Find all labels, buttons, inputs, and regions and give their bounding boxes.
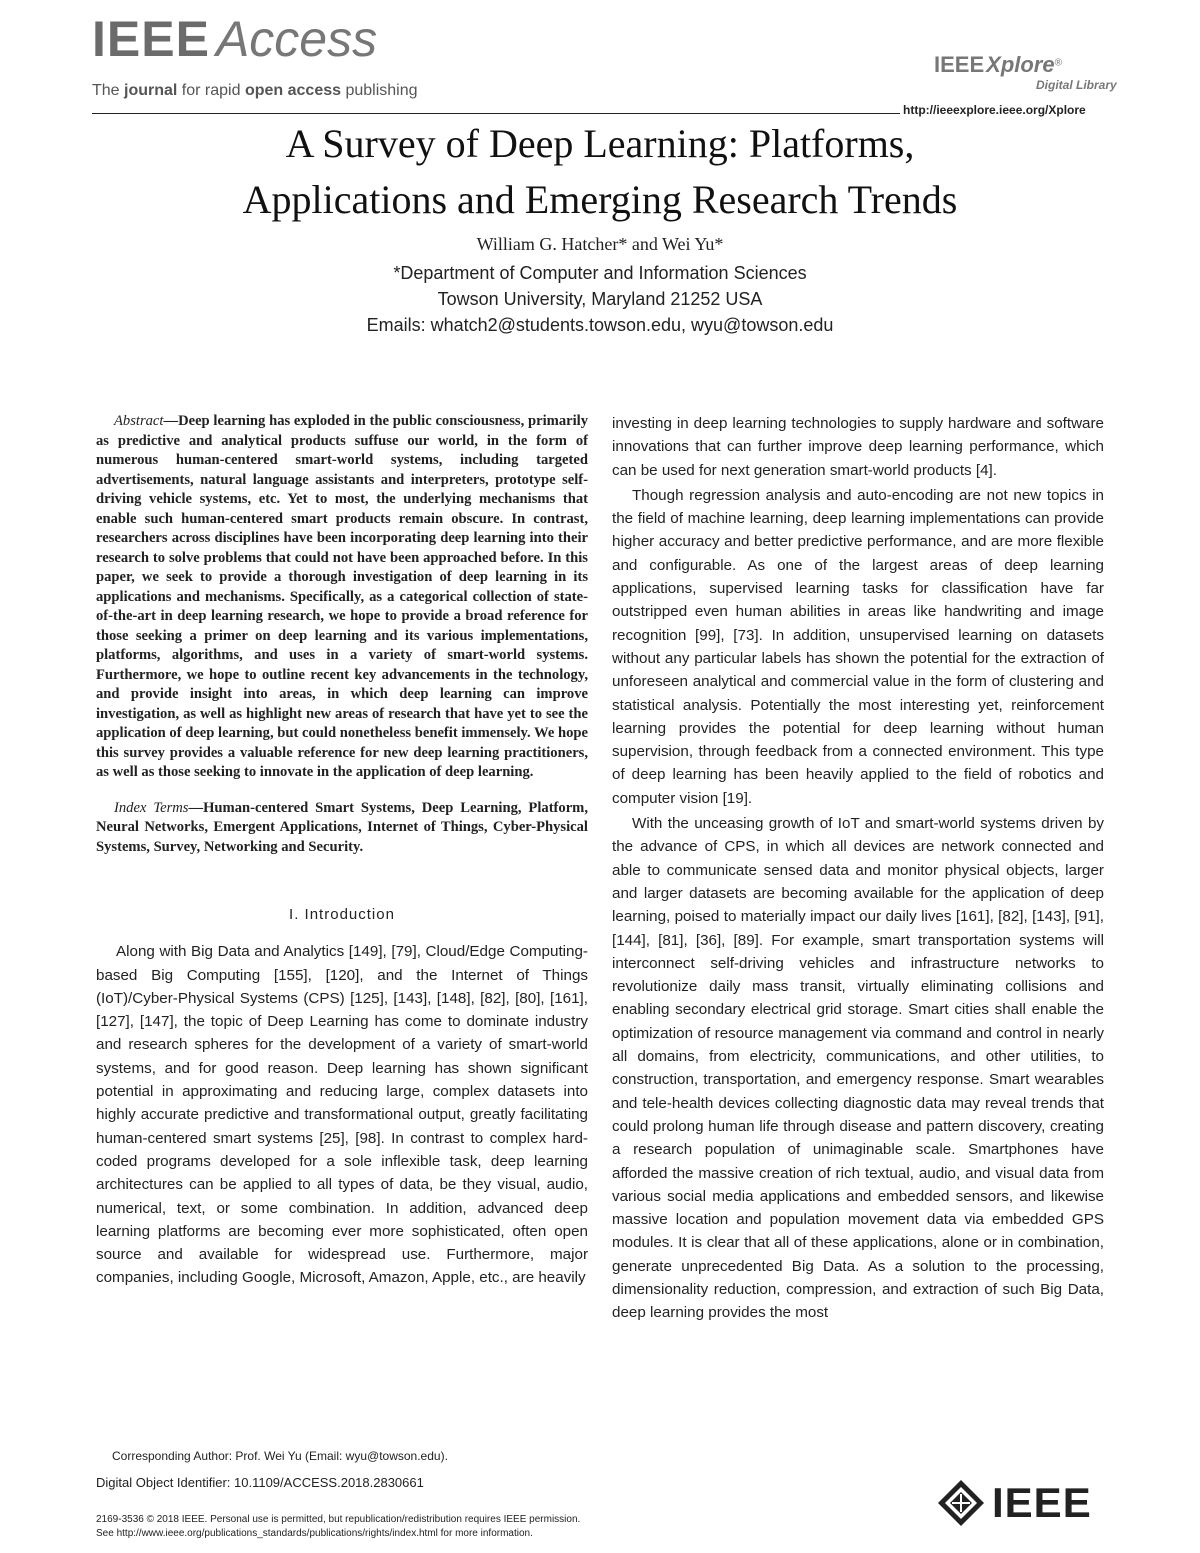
affiliation-emails: Emails: whatch2@students.towson.edu, wyu@towson.edu [366,315,834,335]
ieee-diamond-icon [936,1478,986,1528]
tagline-part: The [92,82,125,99]
copyright-line: 2169-3536 © 2018 IEEE. Personal use is permitted, but republication/redistribution requires IEEE permission. [96,1514,581,1525]
paper-title-line: Applications and Emerging Research Trends [242,177,958,222]
body-paragraph: Though regression analysis and auto-encoding are not new topics in the field of machine learning, deep learning implementations can provide higher accuracy and better predictive performance, and are more flexible and configurable. As one of the largest areas of deep learning applications, supervised learning tasks for classification have far outstripped even human abilities in areas like handwriting and image recognition [99], [73]. In addition, unsupervised learning on datasets without any particular labels has shown the potential for the extraction of unforeseen analytical and commercial value in the form of clustering and statistical analysis. Potentially the most interesting yet, reinforcement learning provides the potential for deep learning without human supervision, through feedback from a connected environment. This type of deep learning has been heavily applied to the field of robotics and computer vision [19]. [612,486,1104,807]
tagline-part: for rapid [177,82,245,99]
section-heading: I. Introduction [289,906,395,923]
abstract-label: Abstract [114,413,164,429]
abstract [96,412,588,783]
intro-paragraph: Along with Big Data and Analytics [149], [79], Cloud/Edge Computing-based Big Computing [155], [120], and the Internet of Things (IoT)/Cyber-Physical Systems (CPS) [125], [143], [148], [82], [80], [161], [127], [147], the topic of Deep Learning has come to dominate industry and research spheres for the development of a variety of smart-world systems, and for good reason. Deep learning has shown significant potential in approximating and reducing large, complex datasets into highly accurate predictive and transformational output, greatly facilitating human-centered smart systems [25], [98]. In contrast to complex hard-coded programs developed for a sole inflexible task, deep learning architectures can be applied to all types of data, be they visual, audio, numerical, text, or some combination. In addition, advanced deep learning platforms are becoming ever more sophisticated, often open source and available for widespread use. Furthermore, major companies, including Google, Microsoft, Amazon, Apple, etc., are heavily [96,943,588,1287]
xplore-logo-ieee: IEEE [934,52,985,77]
ieee-logo [936,1478,1092,1528]
intro-paragraph-continued: investing in deep learning technologies to supply hardware and software innovations that can further improve deep learning performance, which can be used for next generation smart-world products [4]. [612,415,1104,479]
header-rule [92,113,900,114]
xplore-registered-mark: ® [1054,57,1062,69]
paper-authors: William G. Hatcher* and Wei Yu* [476,234,724,254]
abstract-text: —Deep learning has exploded in the public consciousness, primarily as predictive and analytical products suffuse our world, in the form of numerous human-centered smart-world systems, including targeted advertisements, natural language assistants and interpreters, prototype self-driving vehicle systems, etc. Yet to most, the underlying mechanisms that enable such human-centered smart products remain obscure. In contrast, researchers across disciplines have been incorporating deep learning into their research to solve problems that could not have been approached before. In this paper, we seek to provide a thorough investigation of deep learning in its applications and mechanisms. Specifically, as a categorical collection of state-of-the-art in deep learning research, we hope to provide a broad reference for those seeking a primer on deep learning and its various implementations, platforms, algorithms, and uses in a variety of smart-world systems. Furthermore, we hope to outline recent key advancements in the technology, and provide insight into areas, in which deep learning can improve investigation, as well as highlight new areas of research that have yet to see the application of deep learning, but could nonetheless benefit immensely. We hope this survey provides a valuable reference for new deep learning practitioners, as well as those seeking to innovate in the application of deep learning. [96,413,588,780]
body-paragraph: With the unceasing growth of IoT and smart-world systems driven by the advance of CPS, in which all devices are network connected and able to communicate sensed data and monitor physical objects, larger and larger datasets are becoming available for the application of deep learning, poised to materially impact our daily lives [161], [82], [143], [91], [144], [81], [36], [89]. For example, smart transportation systems will interconnect self-driving vehicles and infrastructure networks to revolutionize daily mass transit, virtually eliminating collisions and enabling secondary electrical grid storage. Smart cities shall enable the optimization of resource management via command and control in nearly all domains, from electricity, communications, and other utilities, to construction, transportation, and emergency response. Smart wearables and tele-health devices collecting diagnostic data may reveal trends that could prolong human life through disease and pattern discovery, creating a research population of unimaginable scale. Smartphones have afforded the massive creation of rich textual, audio, and visual data from various social media applications and embedded sensors, and likewise massive location and population movement data via embedded GPS modules. It is clear that all of these applications, alone or in combination, generate unprecedented Big Data. As a solution to the processing, dimensionality reduction, compression, and extraction of such Big Data, deep learning provides the most [612,815,1104,1322]
right-column [612,412,1104,1327]
paper-affiliation [0,260,1200,338]
xplore-logo [934,52,1062,78]
index-terms-label: Index Terms [114,799,189,816]
ieee-logo-text: IEEE [992,1479,1092,1526]
copyright-notice [96,1513,580,1541]
paper-title-line: A Survey of Deep Learning: Platforms, [285,121,915,166]
journal-logo-ieee: IEEE [92,11,210,67]
paper-title [0,116,1200,228]
affiliation-line: Towson University, Maryland 21252 USA [437,289,763,309]
left-column [96,412,588,1290]
tagline-part: publishing [341,82,418,99]
journal-logo-access: Access [215,11,378,67]
corresponding-author: Corresponding Author: Prof. Wei Yu (Email: wyu@towson.edu). [112,1449,448,1463]
journal-tagline [92,82,418,100]
copyright-line: See http://www.ieee.org/publications_standards/publications/rights/index.html for more information. [96,1528,533,1539]
doi: Digital Object Identifier: 10.1109/ACCESS.2018.2830661 [96,1475,424,1490]
journal-logo [92,11,378,67]
xplore-subtitle: Digital Library [1036,78,1117,92]
index-terms [96,799,588,858]
tagline-part: journal [124,82,178,99]
xplore-url-link[interactable]: http://ieeexplore.ieee.org/Xplore [903,103,1086,117]
tagline-part: open access [244,82,342,99]
xplore-logo-xplore: Xplore [986,52,1055,77]
index-terms-text: —Human-centered Smart Systems, Deep Learning, Platform, Neural Networks, Emergent Applications, Internet of Things, Cyber-Physical Systems, Survey, Networking and Security. [96,799,588,855]
affiliation-line: *Department of Computer and Information Sciences [393,263,807,283]
